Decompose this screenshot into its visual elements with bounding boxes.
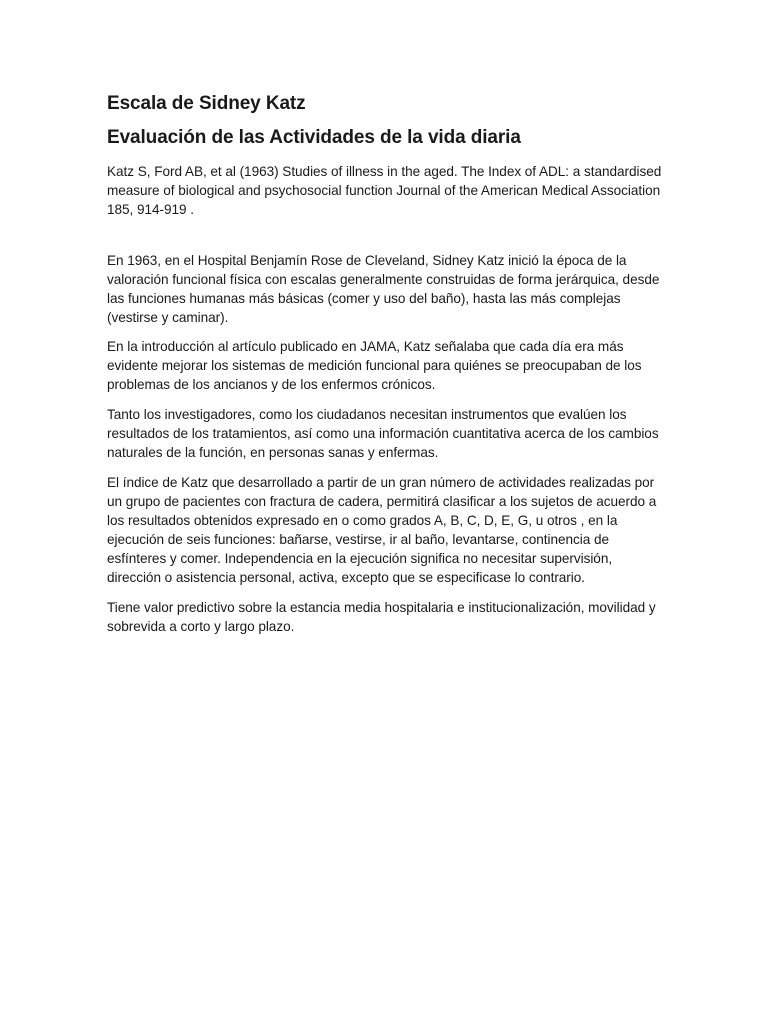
paragraph-instruments: Tanto los investigadores, como los ciudadanos necesitan instrumentos que evalúen los resultados de los tratamientos, así como una información cuantitativa acerca de los cambios naturales de la función, en personas sanas y enfermas. — [107, 407, 659, 460]
citation-paragraph: Katz S, Ford AB, et al (1963) Studies of illness in the aged. The Index of ADL: a standardised measure of biological and psychosocial function Journal of the American Medical Association 185, 914-919 . — [107, 164, 662, 217]
document-subtitle: Evaluación de las Actividades de la vida diaria — [107, 127, 521, 148]
document-page — [107, 92, 663, 636]
paragraph-katz-index: El índice de Katz que desarrollado a partir de un gran número de actividades realizadas por un grupo de pacientes con fractura de cadera, permitirá clasificar a los sujetos de acuerdo a los resultados obtenidos expresado en o como grados A, B, C, D, E, G, u otros , en la ejecución de seis funciones: bañarse, vestirse, ir al baño, levantarse, continencia de esfínteres y comer. Independencia en la ejecución significa no necesitar supervisión, dirección o asistencia personal, activa, excepto que se especificase lo contrario. — [107, 475, 657, 585]
document-title: Escala de Sidney Katz — [107, 93, 306, 114]
paragraph-predictive-value: Tiene valor predictivo sobre la estancia media hospitalaria e institucionalización, movilidad y sobrevida a corto y largo plazo. — [107, 600, 656, 634]
paragraph-jama: En la introducción al artículo publicado en JAMA, Katz señalaba que cada día era más evidente mejorar los sistemas de medición funcional para quiénes se preocupaban de los problemas de los ancianos y de los enfermos crónicos. — [107, 339, 642, 392]
paragraph-history: En 1963, en el Hospital Benjamín Rose de Cleveland, Sidney Katz inició la época de la valoración funcional física con escalas generalmente construidas de forma jerárquica, desde las funciones humanas más básicas (comer y uso del baño), hasta las más complejas (vestirse y caminar). — [107, 253, 660, 325]
